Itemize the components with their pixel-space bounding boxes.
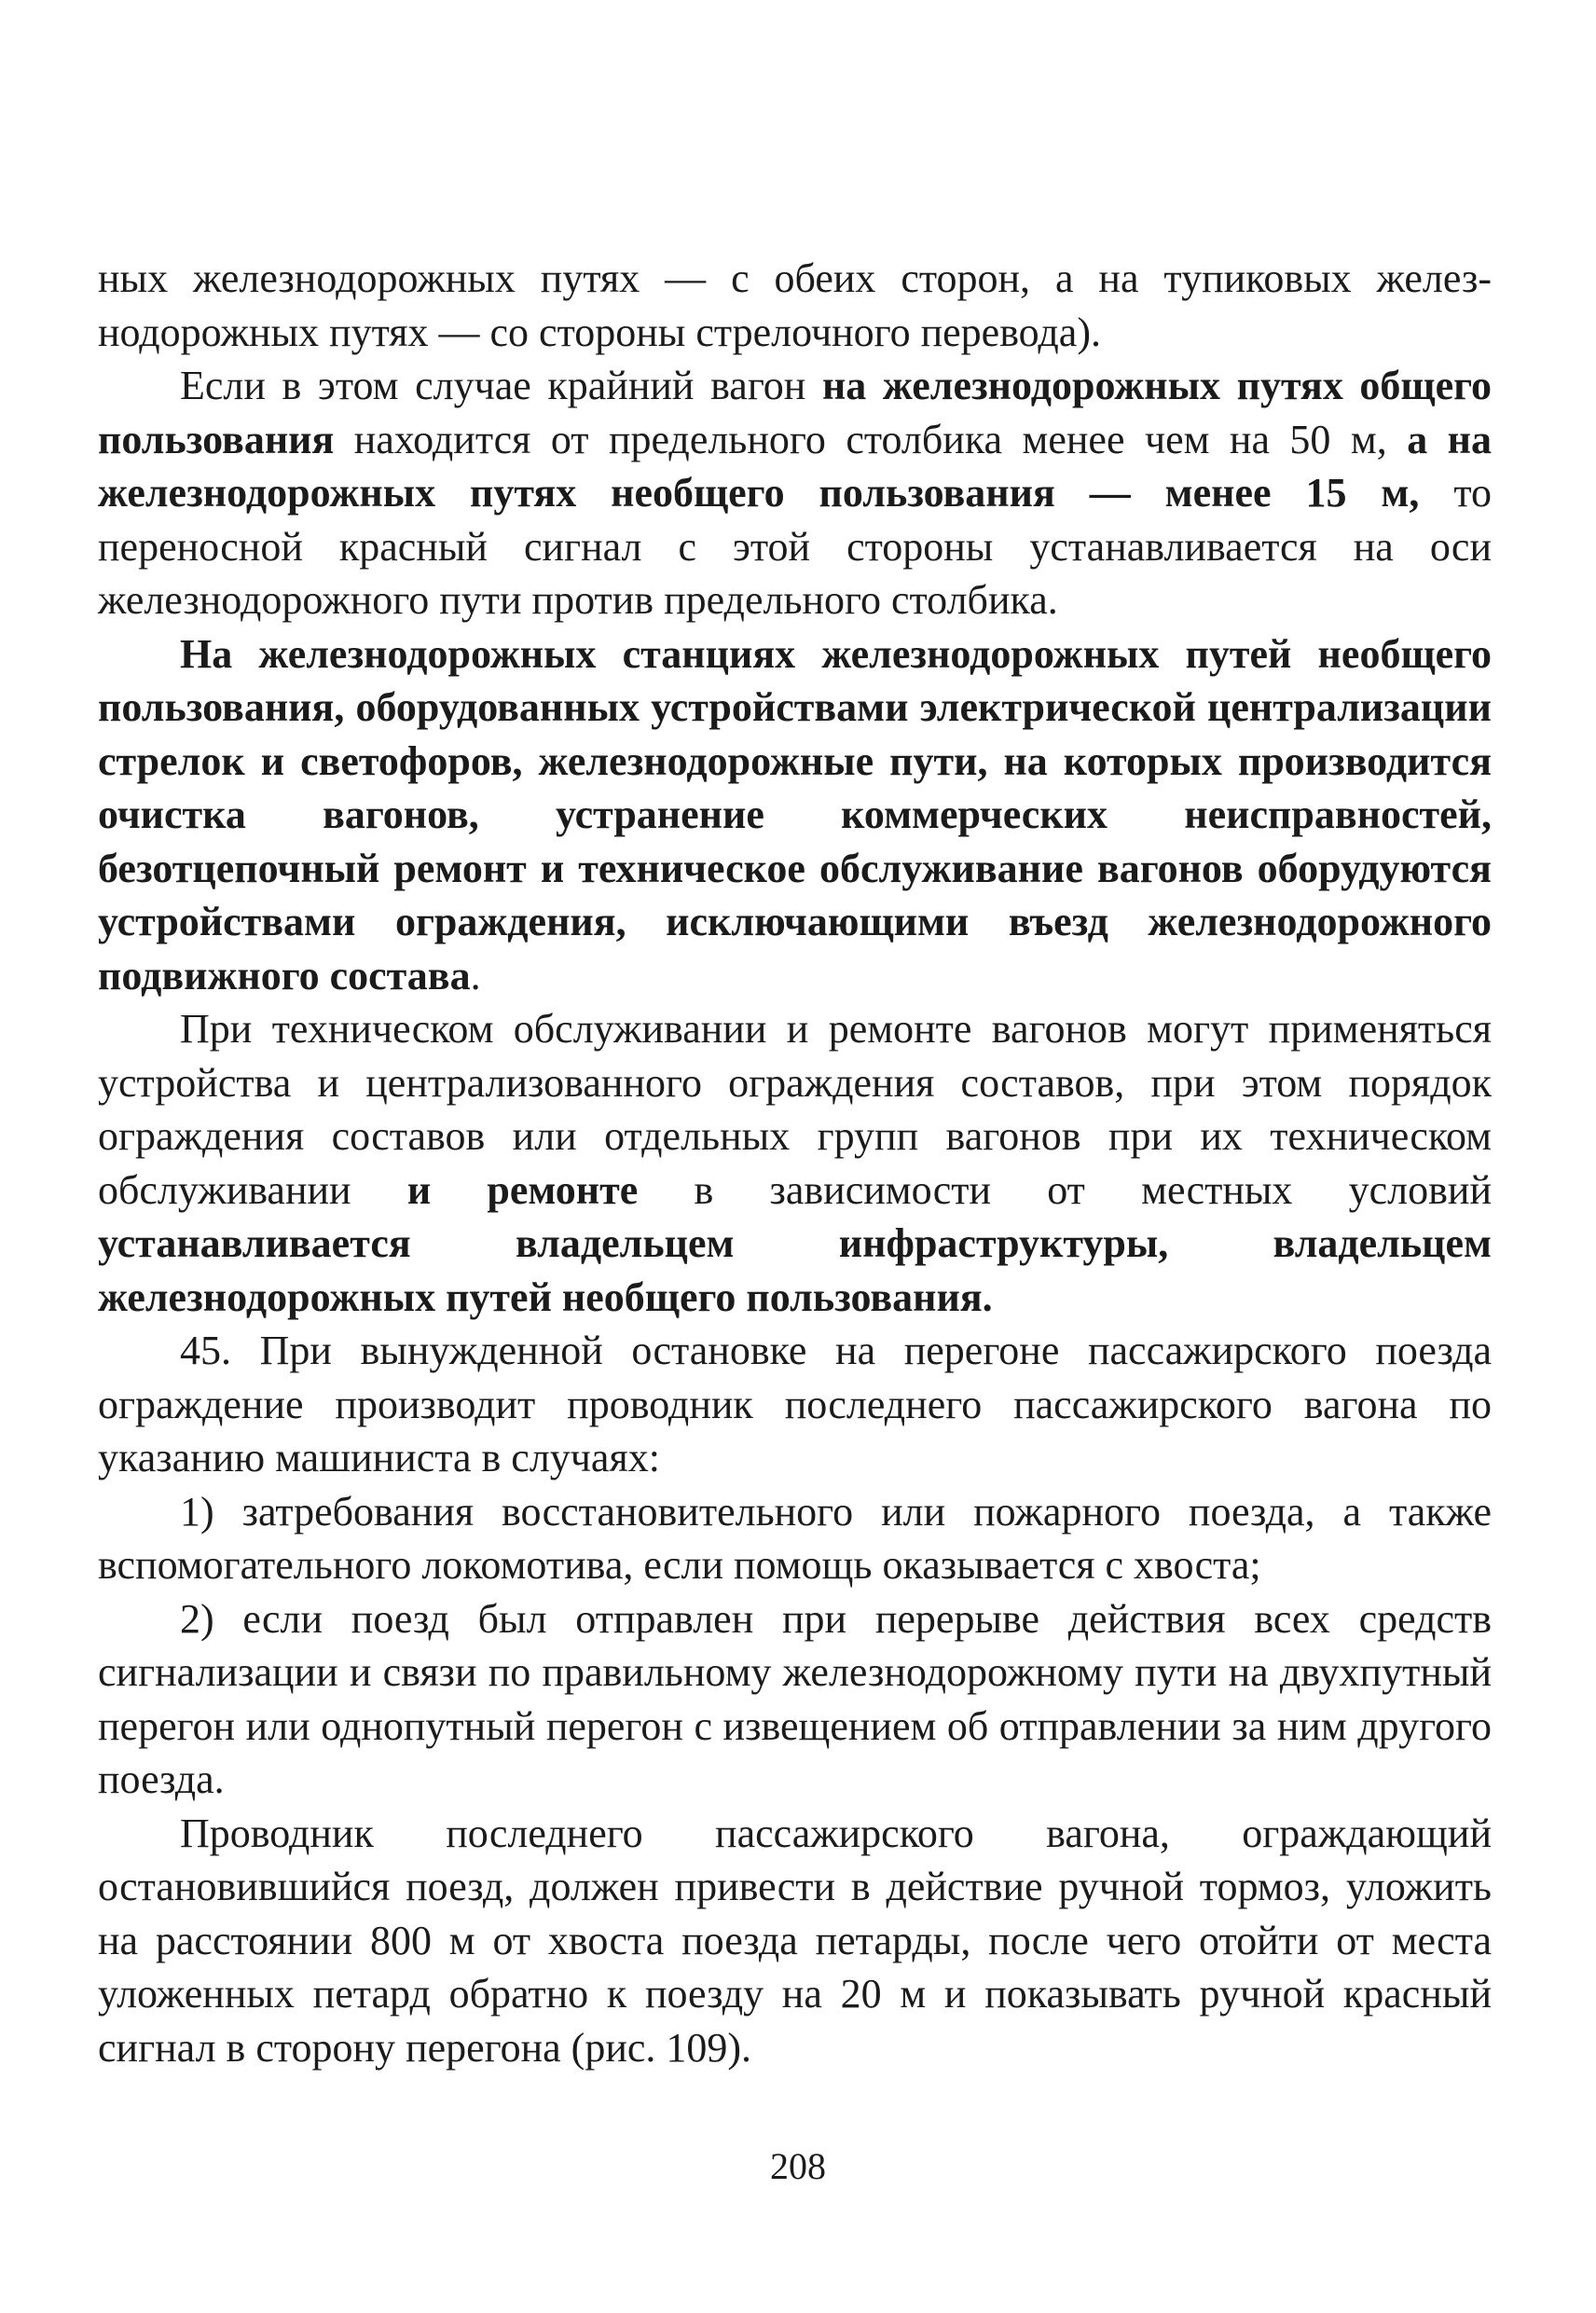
text-run: находится от предельного столбика менее чем на 50 м, bbox=[334, 416, 1408, 462]
bold-text-run: и ремонте bbox=[406, 1166, 639, 1213]
bold-text-run: на железнодорожных путях общего пользования bbox=[98, 363, 1492, 462]
text-run: Проводник последнего пассажирского вагона, ограждающий остановившийся поезд, должен привести в действие ручной тормоз, уложить на расстоянии 800 м от хвоста поезда петарды, после чего отойти от места уложенных петард обратно к поезду на 20 м и показывать ручной красный сигнал в сторону перегона (рис. 109). bbox=[98, 1810, 1492, 2071]
text-run: ных железнодорожных путях — с обеих сторон, а на тупиковых железнодорожных путях — со стороны стрелочного перевода). bbox=[98, 255, 1492, 355]
paragraph bbox=[98, 1807, 1492, 2075]
text-run: 1) затребования восстановительного или пожарного поезда, а также вспомогательного локомотива, если помощь оказывается с хвоста; bbox=[98, 1488, 1492, 1588]
text-run: 45. При вынужденной остановке на перегоне пассажирского поезда ограждение производит проводник последнего пассажирского вагона по указанию машиниста в случаях: bbox=[98, 1328, 1492, 1480]
page-number: 208 bbox=[770, 2145, 826, 2187]
paragraph bbox=[98, 1592, 1492, 1807]
text-run: в зависимости от местных условий bbox=[638, 1166, 1492, 1213]
bold-text-run: устанавливается владельцем инфраструктуры, владельцем железнодорожных путей необщего пользования. bbox=[98, 1220, 1492, 1320]
paragraph bbox=[98, 627, 1492, 1003]
text-run: При техническом обслуживании и ремонте вагонов могут применяться устройства и централизованного ограждения составов, при этом порядок ограждения составов или отдельных групп вагонов при их техническом обслуживании bbox=[98, 1006, 1492, 1213]
paragraph bbox=[98, 359, 1492, 627]
paragraph bbox=[98, 1324, 1492, 1485]
text-run: Если в этом случае крайний вагон bbox=[180, 363, 822, 408]
text-run: . bbox=[470, 952, 481, 998]
text-run: то переносной красный сигнал с этой стороны устанавливается на оси железнодорожного пути против предельного столбика. bbox=[98, 470, 1492, 623]
bold-text-run: а на железнодорожных путях необщего пользования — менее 15 м, bbox=[98, 416, 1492, 516]
page-body bbox=[98, 252, 1492, 2074]
paragraph bbox=[98, 1002, 1492, 1324]
bold-text-run: На железнодорожных станциях железнодорожных путей необщего пользования, оборудованных устройствами электрической централизации стрелок и светофоров, железнодорожные пути, на которых производится очистка вагонов, устранение коммерческих неисправностей, безотцепочный ремонт и техническое обслуживание вагонов оборудуются устройствами ограждения, исключающими въезд железнодорожного подвижного состава bbox=[98, 630, 1492, 998]
paragraph bbox=[98, 252, 1492, 359]
text-run: 2) если поезд был отправлен при перерыве действия всех средств сигнализации и связи по правильному железнодорожному пути на двухпутный перегон или однопутный перегон с извещением об отправлении за ним другого поезда. bbox=[98, 1595, 1492, 1802]
paragraph bbox=[98, 1485, 1492, 1592]
